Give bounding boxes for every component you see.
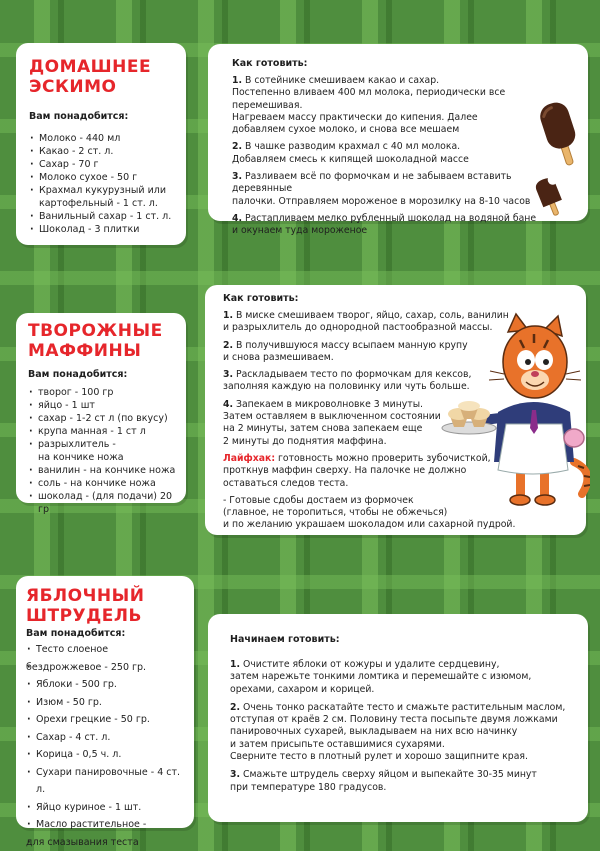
strudel-steps [230, 659, 578, 794]
list-item: · Шоколад - 3 плитки [29, 223, 176, 236]
list-item: · соль - на кончике ножа [28, 477, 178, 490]
strudel-steps-card [208, 614, 588, 822]
muffins-title: ТВОРОЖНЫЕ МАФФИНЫ [28, 321, 178, 361]
list-item: · разрыхлитель - на кончике ножа [28, 438, 178, 464]
muffins-ingredients-list [28, 386, 178, 516]
step: 3. Раскладываем тесто по формочкам для кексов, заполняя каждую на половинку или чуть больше. [223, 369, 576, 394]
list-item: · Орехи грецкие - 50 гр. [26, 711, 186, 729]
list-item: · для смазывания теста [26, 834, 186, 851]
list-item: · Яйцо куриное - 1 шт. [26, 799, 186, 817]
step: 3. Разливаем всё по формочкам и не забываем вставить деревянные палочки. Отправляем мороженое в морозилку на 8-10 часов [232, 171, 574, 208]
final-note: - Готовые сдобы достаем из формочек (главное, не торопиться, чтобы не обжечься) и по желанию украшаем шоколадом или сахарной пудрой. [223, 495, 576, 532]
list-item: · Сахар - 70 г [29, 158, 176, 171]
muffin-tray-illustration [440, 400, 498, 436]
strudel-how-label: Начинаем готовить: [230, 634, 578, 645]
strudel-need-label: Вам понадобится: [26, 628, 186, 639]
list-item: · Какао - 2 ст. л. [29, 145, 176, 158]
list-item: · ванилин - на кончике ножа [28, 464, 178, 477]
list-item: · Изюм - 50 гр. [26, 694, 186, 712]
list-item: · Молоко сухое - 50 г [29, 171, 176, 184]
list-item: · Молоко - 440 мл [29, 132, 176, 145]
step: 1. В миске смешиваем творог, яйцо, сахар, соль, ванилин и разрыхлитель до однородной пастообразной массы. [223, 310, 576, 335]
step: 1. В сотейнике смешиваем какао и сахар. Постепенно вливаем 400 мл молока, периодически все перемешивая. Нагреваем массу практически до кипения. Далее добавляем сухое молоко, и снова все мешаем [232, 75, 574, 136]
list-item: · Ванильный сахар - 1 ст. л. [29, 210, 176, 223]
list-item: · творог - 100 гр [28, 386, 178, 399]
strudel-title: ЯБЛОЧНЫЙ ШТРУДЕЛЬ [26, 586, 186, 626]
eskimo-ingredients-card [16, 43, 186, 245]
list-item: · Сахар - 4 ст. л. [26, 729, 186, 747]
ice-cream-bar-illustration [536, 98, 586, 170]
list-item: · крупа манная - 1 ст л [28, 425, 178, 438]
step: 3. Смажьте штрудель сверху яйцом и выпекайте 30-35 минут при температуре 180 градусов. [230, 769, 578, 794]
list-item: · Сухари панировочные - 4 ст. л. [26, 764, 186, 799]
list-item: · яйцо - 1 шт [28, 399, 178, 412]
step: 2. В получившуюся массу всыпаем манную крупу и снова размешиваем. [223, 340, 576, 365]
list-item: · сахар - 1-2 ст л (по вкусу) [28, 412, 178, 425]
eskimo-how-label: Как готовить: [232, 58, 574, 69]
eskimo-ingredients-list [29, 132, 176, 236]
list-item: · бездрожжевое - 250 гр. [26, 659, 186, 677]
lifehack-note: Лайфхак: готовность можно проверить зубочисткой, проткнув маффин сверху. На палочке не должно оставаться следов теста. [223, 453, 576, 490]
ice-cream-bite-illustration [532, 176, 568, 218]
list-item: · Масло растительное - [26, 816, 186, 834]
eskimo-need-label: Вам понадобится: [29, 111, 176, 122]
strudel-ingredients-list [26, 641, 186, 851]
strudel-ingredients-card [16, 576, 194, 828]
list-item: · Яблоки - 500 гр. [26, 676, 186, 694]
list-item: · Тесто слоеное [26, 641, 186, 659]
step: 2. Очень тонко раскатайте тесто и смажьте растительным маслом, отступая от краёв 2 см. Половину теста посыпьте двумя ложками панировочных сухарей, выкладываем на них всю начинку и затем присыпьте оставшимися сухарями. Сверните тесто в плотный рулет и хорошо защипните края. [230, 702, 578, 763]
list-item: · Корица - 0,5 ч. л. [26, 746, 186, 764]
step: 1. Очистите яблоки от кожуры и удалите сердцевину, затем нарежьте тонкими ломтика и перемешайте с изюмом, орехами, сахаром и корицей. [230, 659, 578, 696]
muffins-how-label: Как готовить: [223, 293, 576, 304]
eskimo-steps-card [208, 44, 588, 221]
step: 2. В чашке разводим крахмал с 40 мл молока. Добавляем смесь к кипящей шоколадной массе [232, 141, 574, 166]
eskimo-steps [232, 75, 574, 238]
muffins-ingredients-card [16, 313, 186, 503]
list-item: · шоколад - (для подачи) 20 гр [28, 490, 178, 516]
step: 4. Растапливаем мелко рубленный шоколад на водяной бане и окунаем туда мороженое [232, 213, 574, 238]
muffins-need-label: Вам понадобится: [28, 369, 178, 380]
list-item: · Крахмал кукурузный или картофельный - 1 ст. л. [29, 184, 176, 210]
eskimo-title: ДОМАШНЕЕ ЭСКИМО [29, 57, 176, 97]
step: 4. Запекаем в микроволновке 3 минуты. Затем оставляем в выключенном состоянии на 2 минуты, затем снова запекаем еще 2 минуты до поднятия маффина. [223, 399, 576, 448]
